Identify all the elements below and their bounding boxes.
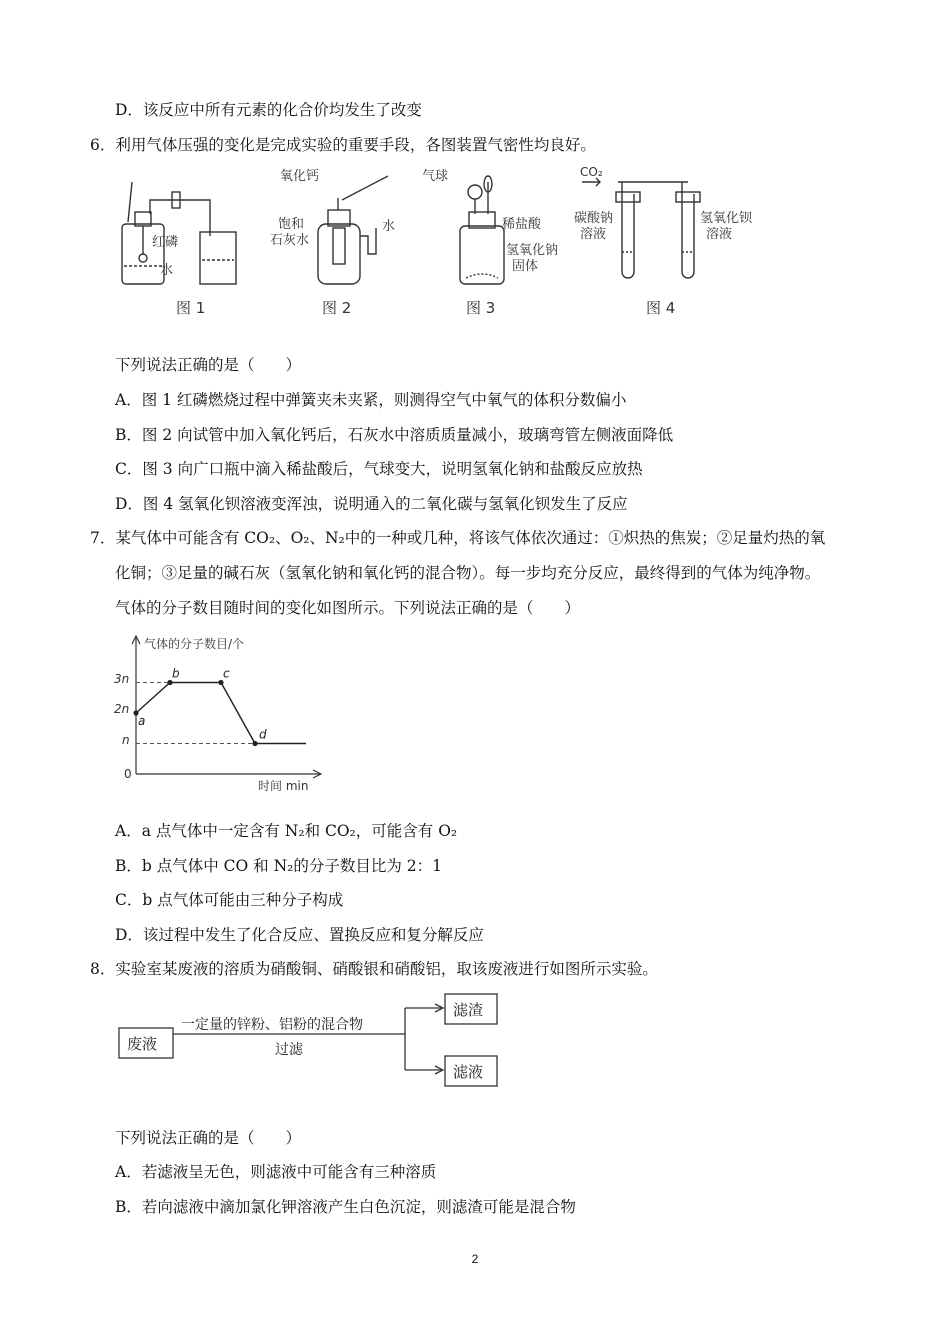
- q6-figure-labels: [110, 162, 580, 327]
- q5-option-d: D．该反应中所有元素的化合价均发生了改变: [115, 101, 422, 119]
- point-c: [218, 680, 223, 685]
- point-label-b: b: [172, 666, 180, 681]
- q7-stem-2: 化铜；③足量的碱石灰（氢氧化钠和氧化钙的混合物）。每一步均充分反应，最终得到的气体为纯净物。: [115, 564, 821, 582]
- fig4-baoh-label-b: 溶液: [706, 227, 733, 242]
- q6-option-a: A．图 1 红磷燃烧过程中弹簧夹未夹紧，则测得空气中氧气的体积分数偏小: [115, 391, 627, 409]
- point-label-a: a: [138, 714, 146, 728]
- series-line: [136, 683, 306, 744]
- point-label-c: c: [223, 666, 230, 681]
- q8-prompt: 下列说法正确的是（ ）: [115, 1129, 302, 1147]
- point-b: [167, 680, 172, 685]
- flow-op-text: 过滤: [275, 1042, 303, 1058]
- q8-option-a: A．若滤液呈无色，则滤液中可能含有三种溶质: [115, 1163, 437, 1181]
- flow-reagent-text: 一定量的锌粉、铝粉的混合物: [181, 1017, 363, 1033]
- flow-out2-text: 滤液: [453, 1063, 484, 1081]
- fig1-red-p-label: 红磷: [152, 235, 179, 250]
- x-axis-label: 时间 min: [258, 779, 309, 793]
- fig2-limewater-label-b: 石灰水: [270, 233, 310, 248]
- q8-option-b: B．若向滤液中滴加氯化钾溶液产生白色沉淀，则滤渣可能是混合物: [115, 1198, 576, 1216]
- fig3-hcl-label: 稀盐酸: [502, 217, 542, 232]
- fig3-caption: 图 3: [466, 299, 496, 317]
- y-tick-n: n: [122, 733, 130, 747]
- fig2-caption: 图 2: [322, 299, 352, 317]
- q6-prompt: 下列说法正确的是（ ）: [115, 356, 302, 374]
- y-axis-label: 气体的分子数目/个: [144, 637, 245, 651]
- q6-option-d: D．图 4 氢氧化钡溶液变浑浊，说明通入的二氧化碳与氢氧化钡发生了反应: [115, 495, 628, 513]
- fig3-balloon-label: 气球: [422, 169, 449, 184]
- y-tick-3n: 3n: [114, 672, 130, 686]
- fig4-caption: 图 4: [646, 299, 676, 317]
- q7-option-c: C．b 点气体可能由三种分子构成: [115, 891, 344, 909]
- q7-line-chart: [108, 628, 338, 798]
- fig4-na2co3-label-b: 溶液: [580, 227, 607, 242]
- q7-stem-1: 7．某气体中可能含有 CO₂、O₂、N₂中的一种或几种，将该气体依次通过：①炽热的焦炭；②足量灼热的氧: [90, 529, 826, 547]
- fig4-baoh-label-a: 氢氧化钡: [700, 211, 753, 226]
- q7-option-b: B．b 点气体中 CO 和 N₂的分子数目比为 2：1: [115, 857, 443, 875]
- flow-out1-text: 滤渣: [453, 1001, 484, 1019]
- q7-option-d: D．该过程中发生了化合反应、置换反应和复分解反应: [115, 926, 484, 944]
- flow-start-text: 废液: [127, 1035, 158, 1053]
- point-d: [252, 741, 257, 746]
- fig4-co2-label: CO₂: [580, 165, 603, 179]
- q7-stem-3: 气体的分子数目随时间的变化如图所示。下列说法正确的是（ ）: [115, 599, 581, 617]
- q6-figure4: [570, 162, 770, 327]
- q8-stem: 8．实验室某废液的溶质为硝酸铜、硝酸银和硝酸铝，取该废液进行如图所示实验。: [90, 960, 658, 978]
- q6-stem: 6．利用气体压强的变化是完成实验的重要手段，各图装置气密性均良好。: [90, 136, 596, 154]
- y-tick-0: 0: [124, 767, 132, 781]
- fig3-naoh-label-a: 氢氧化钠: [506, 243, 559, 258]
- page-number: 2: [471, 1252, 479, 1266]
- fig4-na2co3-label-a: 碳酸钠: [574, 211, 614, 226]
- q7-option-a: A．a 点气体中一定含有 N₂和 CO₂，可能含有 O₂: [115, 822, 458, 840]
- fig2-water-label: 水: [382, 219, 396, 234]
- fig3-naoh-label-b: 固体: [512, 259, 539, 274]
- fig2-limewater-label-a: 饱和: [278, 217, 305, 232]
- fig1-water-label: 水: [160, 263, 174, 278]
- q6-option-b: B．图 2 向试管中加入氧化钙后，石灰水中溶质质量减小，玻璃弯管左侧液面降低: [115, 426, 674, 444]
- point-label-d: d: [259, 727, 267, 742]
- q6-option-c: C．图 3 向广口瓶中滴入稀盐酸后，气球变大，说明氢氧化钠和盐酸反应放热: [115, 460, 643, 478]
- q8-flow-diagram: [115, 990, 515, 1095]
- y-tick-2n: 2n: [114, 702, 130, 716]
- fig1-caption: 图 1: [176, 299, 206, 317]
- fig2-cao-label: 氧化钙: [280, 169, 320, 184]
